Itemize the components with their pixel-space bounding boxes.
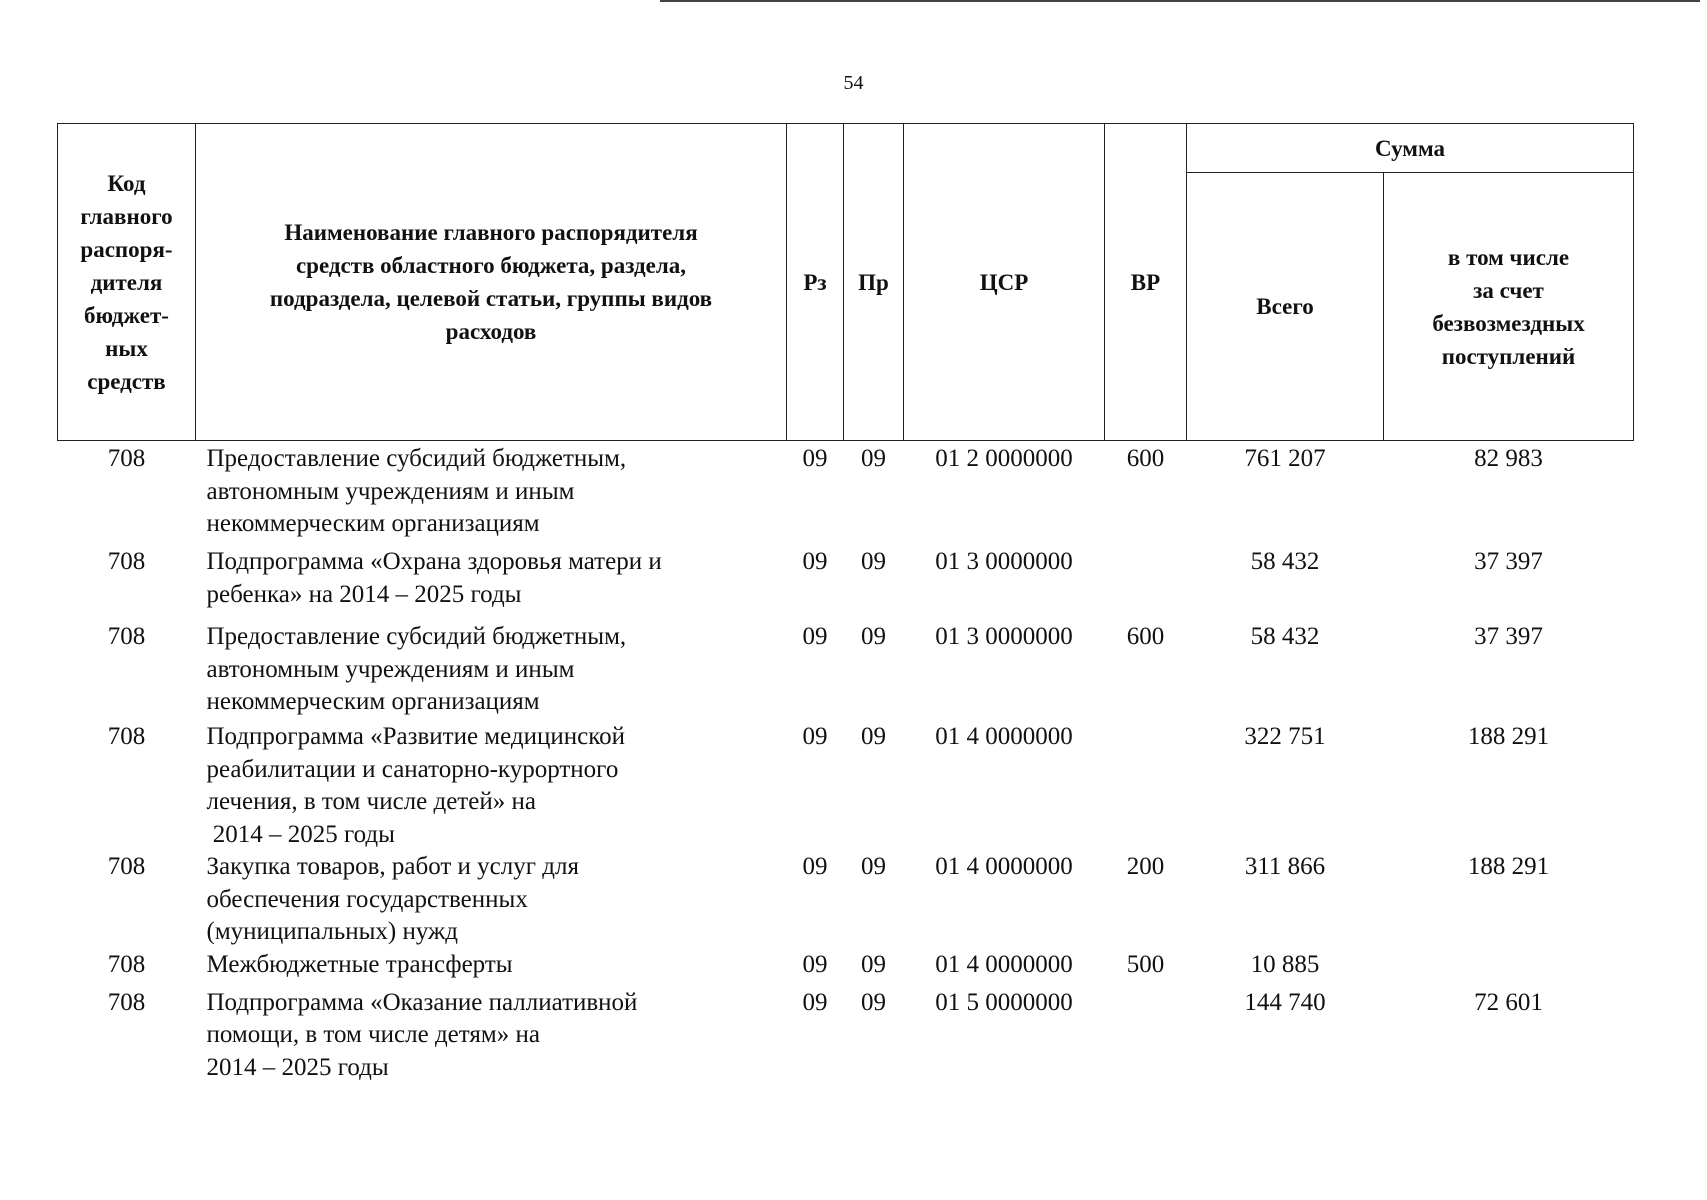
cell-name [196, 721, 787, 851]
header-code-line: ных [105, 335, 148, 361]
header-name [196, 124, 787, 441]
cell-csr: 01 4 0000000 [935, 950, 1073, 978]
cell-vr [1105, 987, 1187, 1085]
header-code-line: распоря- [80, 236, 173, 262]
cell-name-line: 2014 – 2025 годы [206, 820, 395, 848]
cell-total: 58 432 [1250, 548, 1320, 575]
cell-rz: 09 [802, 950, 828, 978]
cell-name-line: автономным учреждениям и иным [206, 477, 575, 505]
cell-pr: 09 [861, 950, 886, 978]
header-free [1384, 173, 1634, 441]
table-row [58, 546, 1634, 621]
cell-pr: 09 [861, 853, 886, 880]
cell-vr: 500 [1126, 950, 1165, 978]
header-code [58, 124, 196, 441]
cell-free: 72 601 [1474, 988, 1543, 1016]
cell-name-line: Предоставление субсидий бюджетным, [206, 623, 627, 650]
cell-name-line: Межбюджетные трансферты [206, 950, 513, 978]
cell-rz: 09 [802, 988, 828, 1016]
cell-code: 708 [107, 445, 146, 472]
cell-name-line: Подпрограмма «Оказание паллиативной [206, 988, 638, 1016]
cell-name [196, 987, 787, 1085]
cell-total: 322 751 [1244, 723, 1326, 750]
header-free-line: безвозмездных [1432, 310, 1585, 336]
header-name-line: расходов [445, 319, 537, 344]
cell-free: 37 397 [1474, 623, 1543, 650]
header-code-line: средств [87, 368, 166, 394]
cell-name-line: некоммерческим организациям [206, 688, 540, 715]
cell-total: 144 740 [1244, 988, 1326, 1016]
cell-free: 82 983 [1474, 445, 1543, 472]
cell-code: 708 [107, 988, 146, 1016]
cell-pr: 09 [861, 723, 886, 750]
cell-name [196, 621, 787, 721]
table-row [58, 949, 1634, 987]
cell-total: 311 866 [1244, 853, 1326, 880]
cell-csr: 01 3 0000000 [935, 548, 1073, 575]
cell-name-line: Закупка товаров, работ и услуг для [206, 853, 579, 880]
cell-name-line: реабилитации и санаторно-курортного [206, 755, 619, 783]
cell-rz: 09 [802, 723, 828, 750]
cell-free: 188 291 [1467, 853, 1550, 880]
header-code-line: главного [80, 203, 173, 229]
cell-vr [1105, 721, 1187, 851]
header-csr: ЦСР [904, 124, 1105, 441]
cell-vr: 600 [1126, 445, 1165, 472]
cell-vr: 200 [1126, 853, 1165, 880]
header-pr: Пр [844, 124, 904, 441]
cell-name-line: Подпрограмма «Охрана здоровья матери и [206, 548, 662, 575]
cell-name-line: Подпрограмма «Развитие медицинской [206, 723, 625, 750]
header-name-line: подраздела, целевой статьи, группы видов [269, 286, 713, 311]
header-free-line: в том числе [1447, 244, 1570, 270]
table-row [58, 441, 1634, 547]
cell-name-line: некоммерческим организациям [206, 510, 540, 537]
cell-code: 708 [107, 623, 146, 650]
cell-pr: 09 [861, 548, 886, 575]
cell-rz: 09 [802, 445, 828, 472]
header-name-line: Наименование главного распорядителя [284, 220, 698, 245]
header-code-line: дителя [90, 269, 163, 295]
cell-name-line: автономным учреждениям и иным [206, 655, 575, 683]
cell-code: 708 [107, 723, 146, 750]
cell-pr: 09 [861, 988, 886, 1016]
header-total: Всего [1187, 173, 1384, 441]
cell-name [196, 949, 787, 987]
cell-rz: 09 [802, 548, 828, 575]
cell-total: 58 432 [1250, 623, 1320, 650]
table-header [58, 124, 1634, 441]
budget-table [57, 123, 1634, 1084]
header-vr: ВР [1105, 124, 1187, 441]
page-number: 54 [843, 72, 864, 94]
cell-name [196, 546, 787, 621]
table-row [58, 621, 1634, 721]
cell-vr [1105, 546, 1187, 621]
header-sum: Сумма [1187, 124, 1634, 173]
header-free-line: за счет [1473, 277, 1544, 303]
top-edge-rule [660, 0, 1700, 2]
table-row [58, 987, 1634, 1085]
cell-vr: 600 [1126, 623, 1165, 650]
cell-csr: 01 2 0000000 [935, 445, 1073, 472]
table-body [58, 441, 1634, 1085]
cell-free: 188 291 [1467, 723, 1550, 750]
cell-name-line: ребенка» на 2014 – 2025 годы [206, 580, 522, 608]
cell-code: 708 [107, 548, 146, 575]
cell-csr: 01 5 0000000 [935, 988, 1073, 1016]
cell-name-line: лечения, в том числе детей» на [206, 788, 536, 815]
header-rz: Рз [787, 124, 844, 441]
cell-rz: 09 [802, 623, 828, 650]
cell-code: 708 [107, 950, 146, 978]
cell-total: 10 885 [1250, 950, 1320, 978]
cell-name-line: (муниципальных) нужд [206, 918, 459, 945]
table-row [58, 851, 1634, 949]
cell-csr: 01 4 0000000 [935, 853, 1073, 880]
cell-pr: 09 [861, 623, 886, 650]
cell-name-line: помощи, в том числе детям» на [206, 1021, 540, 1048]
header-code-line: бюджет- [84, 302, 169, 328]
cell-name-line: обеспечения государственных [206, 885, 528, 913]
table-row [58, 721, 1634, 851]
header-name-line: средств областного бюджета, раздела, [295, 253, 687, 278]
header-code-line: Код [107, 170, 146, 196]
cell-free: 37 397 [1474, 548, 1543, 575]
cell-name [196, 441, 787, 547]
cell-free [1384, 949, 1634, 987]
header-free-line: поступлений [1441, 343, 1576, 369]
cell-pr: 09 [861, 445, 886, 472]
cell-csr: 01 3 0000000 [935, 623, 1073, 650]
cell-rz: 09 [802, 853, 828, 880]
cell-code: 708 [107, 853, 146, 880]
cell-name-line: 2014 – 2025 годы [206, 1053, 389, 1081]
cell-csr: 01 4 0000000 [935, 723, 1073, 750]
cell-total: 761 207 [1244, 445, 1326, 472]
cell-name-line: Предоставление субсидий бюджетным, [206, 445, 627, 472]
cell-name [196, 851, 787, 949]
